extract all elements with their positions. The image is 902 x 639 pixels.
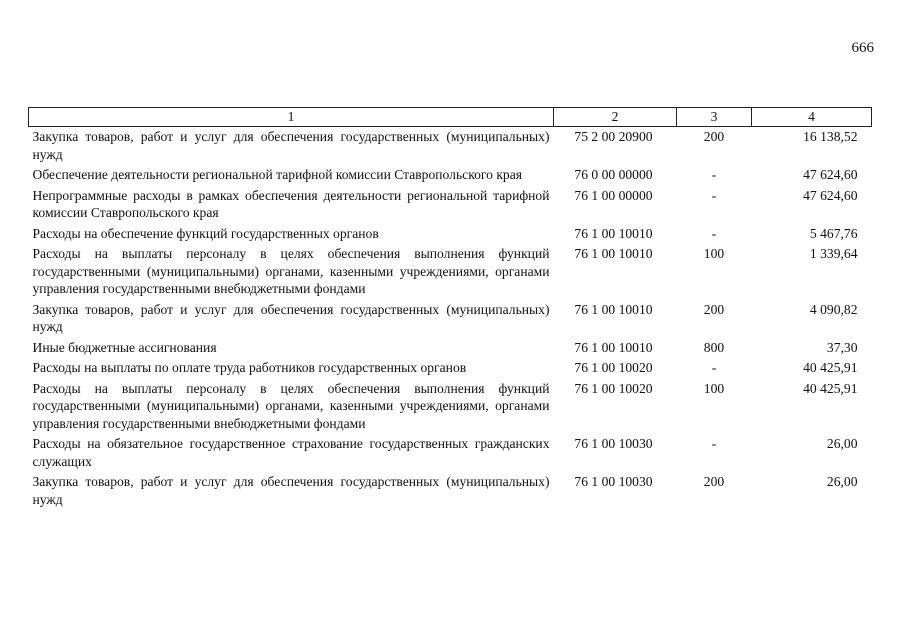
row-code: 76 1 00 10010 — [574, 225, 653, 241]
page-number: 666 — [851, 40, 874, 56]
row-code: 76 1 00 10010 — [574, 301, 653, 317]
row-name: Обеспечение деятельности региональной тарифной комиссии Ставропольского края — [32, 167, 523, 182]
row-code: 76 0 00 00000 — [574, 167, 653, 182]
table-row — [29, 472, 872, 510]
table-row — [29, 127, 872, 166]
header-col-3: 3 — [677, 108, 752, 127]
row-amount: 47 624,60 — [803, 187, 858, 203]
row-name: Расходы на обязательное государственное страхование государственных гражданских служащих — [32, 436, 550, 469]
table-row — [29, 186, 872, 224]
table-row — [29, 338, 872, 359]
header-col-1: 1 — [29, 108, 554, 127]
header-col-2: 2 — [554, 108, 677, 127]
header-col-4: 4 — [752, 108, 872, 127]
row-name: Иные бюджетные ассигнования — [32, 339, 217, 355]
row-code: 76 1 00 10030 — [574, 474, 653, 489]
row-amount: 40 425,91 — [803, 360, 858, 375]
row-type: 200 — [703, 474, 725, 489]
row-amount: 26,00 — [826, 436, 858, 451]
row-code: 76 1 00 10010 — [574, 339, 653, 355]
row-type: - — [711, 360, 717, 375]
row-type: - — [711, 187, 717, 203]
row-type: 200 — [703, 301, 725, 317]
row-type: 800 — [703, 339, 725, 355]
row-code: 76 1 00 10020 — [574, 380, 653, 396]
row-type: 100 — [703, 380, 725, 396]
row-name: Расходы на выплаты персоналу в целях обеспечения выполнения функций государственными (муниципальными) органами, казенными учреждениями, органами управления государственными внебюджетными фондами — [32, 380, 550, 431]
row-name: Расходы на обеспечение функций государственных органов — [32, 225, 379, 241]
row-amount: 47 624,60 — [803, 167, 858, 182]
row-type: - — [711, 225, 717, 241]
row-amount: 37,30 — [826, 339, 858, 355]
row-code: 76 1 00 10020 — [574, 360, 653, 375]
row-amount: 1 339,64 — [809, 246, 858, 261]
row-name: Закупка товаров, работ и услуг для обеспечения государственных (муниципальных) нужд — [32, 474, 550, 507]
table-row — [29, 379, 872, 435]
row-amount: 26,00 — [826, 474, 858, 489]
table-row — [29, 224, 872, 245]
row-amount: 5 467,76 — [809, 225, 858, 241]
row-type: 100 — [703, 246, 725, 261]
row-code: 76 1 00 10030 — [574, 436, 653, 451]
row-amount: 40 425,91 — [803, 380, 858, 396]
row-code: 76 1 00 10010 — [574, 246, 653, 261]
row-type: 200 — [703, 129, 725, 144]
budget-table — [28, 107, 872, 510]
table-row — [29, 434, 872, 472]
row-name: Расходы на выплаты персоналу в целях обеспечения выполнения функций государственными (муниципальными) органами, казенными учреждениями, органами управления государственными внебюджетными фондами — [32, 246, 550, 296]
table-row — [29, 244, 872, 300]
row-type: - — [711, 167, 717, 182]
row-name: Расходы на выплаты по оплате труда работников государственных органов — [32, 360, 467, 375]
row-name: Закупка товаров, работ и услуг для обеспечения государственных (муниципальных) нужд — [32, 301, 550, 334]
row-code: 76 1 00 00000 — [574, 187, 653, 203]
row-amount: 16 138,52 — [803, 129, 858, 144]
table-row — [29, 165, 872, 186]
table-row — [29, 358, 872, 379]
row-type: - — [711, 436, 717, 451]
row-name: Непрограммные расходы в рамках обеспечения деятельности региональной тарифной комиссии Ставропольского края — [32, 187, 550, 220]
table-row — [29, 300, 872, 338]
table-header-row — [29, 108, 872, 127]
row-name: Закупка товаров, работ и услуг для обеспечения государственных (муниципальных) нужд — [32, 129, 550, 162]
row-code: 75 2 00 20900 — [574, 129, 653, 144]
row-amount: 4 090,82 — [809, 301, 858, 317]
